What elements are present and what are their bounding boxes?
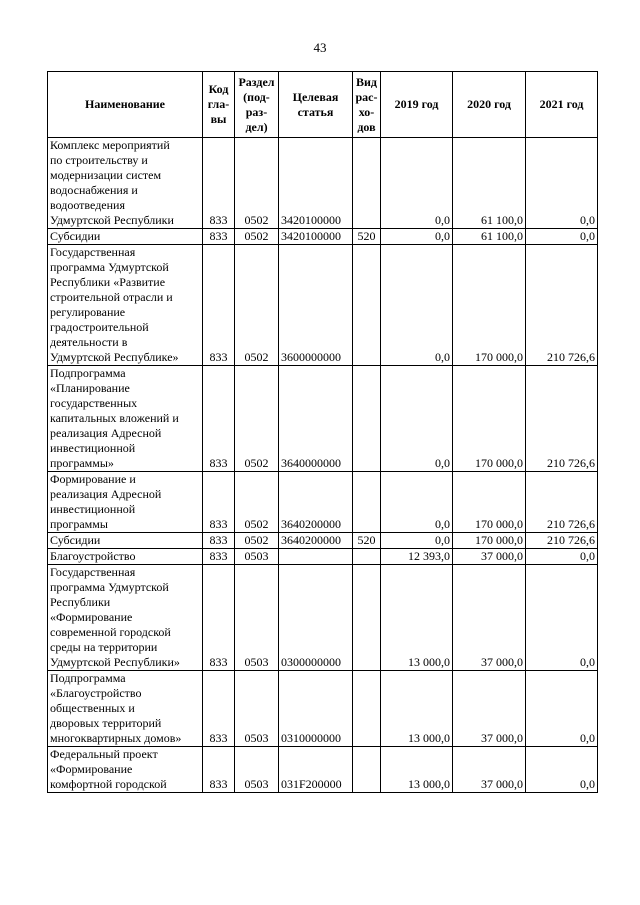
row-target [279, 549, 353, 565]
header-chapter: Код гла- вы [203, 72, 235, 138]
row-section: 0502 [235, 366, 279, 472]
row-2021: 0,0 [526, 747, 598, 793]
row-2021: 0,0 [526, 671, 598, 747]
row-expense [353, 138, 381, 229]
row-expense [353, 366, 381, 472]
row-section: 0502 [235, 229, 279, 245]
row-chapter: 833 [203, 245, 235, 366]
row-expense [353, 549, 381, 565]
row-chapter: 833 [203, 565, 235, 671]
row-section: 0502 [235, 472, 279, 533]
row-chapter: 833 [203, 229, 235, 245]
header-row [48, 72, 598, 138]
row-expense [353, 245, 381, 366]
row-expense [353, 472, 381, 533]
header-section: Раздел (под- раз- дел) [235, 72, 279, 138]
table-row [48, 245, 598, 366]
row-2019: 13 000,0 [381, 565, 453, 671]
row-2021: 210 726,6 [526, 472, 598, 533]
header-2020: 2020 год [453, 72, 526, 138]
row-chapter: 833 [203, 533, 235, 549]
row-2020: 170 000,0 [453, 366, 526, 472]
row-name: Подпрограмма «Планирование государственных капитальных вложений и реализация Адресной инвестиционной программы» [48, 366, 203, 472]
row-2019: 0,0 [381, 533, 453, 549]
row-section: 0503 [235, 747, 279, 793]
row-chapter: 833 [203, 747, 235, 793]
row-name: Государственная программа Удмуртской Республики «Развитие строительной отрасли и регулирование градостроительной деятельности в Удмуртской Республике» [48, 245, 203, 366]
row-2021: 0,0 [526, 565, 598, 671]
row-section: 0502 [235, 245, 279, 366]
budget-table [47, 71, 598, 793]
header-2021: 2021 год [526, 72, 598, 138]
row-expense: 520 [353, 533, 381, 549]
row-2020: 37 000,0 [453, 747, 526, 793]
table-row [48, 229, 598, 245]
row-2020: 37 000,0 [453, 549, 526, 565]
row-2020: 170 000,0 [453, 245, 526, 366]
row-target: 0300000000 [279, 565, 353, 671]
row-2021: 0,0 [526, 549, 598, 565]
row-name: Подпрограмма «Благоустройство общественных и дворовых территорий многоквартирных домов» [48, 671, 203, 747]
table-row [48, 549, 598, 565]
header-target: Целевая статья [279, 72, 353, 138]
row-section: 0503 [235, 549, 279, 565]
row-target: 031F200000 [279, 747, 353, 793]
row-section: 0502 [235, 533, 279, 549]
page-number: 43 [313, 40, 327, 55]
row-2019: 0,0 [381, 138, 453, 229]
row-2020: 37 000,0 [453, 565, 526, 671]
row-2019: 13 000,0 [381, 747, 453, 793]
row-chapter: 833 [203, 549, 235, 565]
row-2020: 170 000,0 [453, 533, 526, 549]
row-section: 0503 [235, 671, 279, 747]
row-expense [353, 671, 381, 747]
row-target: 3640200000 [279, 533, 353, 549]
row-name: Благоустройство [48, 549, 203, 565]
row-2021: 0,0 [526, 138, 598, 229]
row-name: Федеральный проект «Формирование комфортной городской [48, 747, 203, 793]
row-2019: 0,0 [381, 472, 453, 533]
row-2021: 0,0 [526, 229, 598, 245]
row-name: Комплекс мероприятий по строительству и модернизации систем водоснабжения и водоотведения Удмуртской Республики [48, 138, 203, 229]
table-row [48, 138, 598, 229]
table-row [48, 747, 598, 793]
row-2020: 61 100,0 [453, 229, 526, 245]
table-row [48, 565, 598, 671]
row-name: Формирование и реализация Адресной инвестиционной программы [48, 472, 203, 533]
table-row [48, 671, 598, 747]
row-2021: 210 726,6 [526, 533, 598, 549]
row-name: Субсидии [48, 533, 203, 549]
row-chapter: 833 [203, 366, 235, 472]
row-2021: 210 726,6 [526, 245, 598, 366]
row-target: 3600000000 [279, 245, 353, 366]
row-2020: 170 000,0 [453, 472, 526, 533]
row-2019: 13 000,0 [381, 671, 453, 747]
row-target: 3420100000 [279, 229, 353, 245]
table-row [48, 366, 598, 472]
row-2019: 0,0 [381, 229, 453, 245]
row-target: 0310000000 [279, 671, 353, 747]
row-expense [353, 565, 381, 671]
row-name: Государственная программа Удмуртской Республики «Формирование современной городской среды на территории Удмуртской Республики» [48, 565, 203, 671]
row-name: Субсидии [48, 229, 203, 245]
row-chapter: 833 [203, 671, 235, 747]
table-row [48, 472, 598, 533]
row-2019: 0,0 [381, 245, 453, 366]
header-expense: Вид рас- хо- дов [353, 72, 381, 138]
table-row [48, 533, 598, 549]
row-expense [353, 747, 381, 793]
row-section: 0503 [235, 565, 279, 671]
row-2021: 210 726,6 [526, 366, 598, 472]
row-chapter: 833 [203, 472, 235, 533]
row-2019: 0,0 [381, 366, 453, 472]
row-2020: 61 100,0 [453, 138, 526, 229]
row-target: 3420100000 [279, 138, 353, 229]
row-chapter: 833 [203, 138, 235, 229]
row-target: 3640200000 [279, 472, 353, 533]
row-2020: 37 000,0 [453, 671, 526, 747]
header-2019: 2019 год [381, 72, 453, 138]
row-expense: 520 [353, 229, 381, 245]
row-target: 3640000000 [279, 366, 353, 472]
row-2019: 12 393,0 [381, 549, 453, 565]
header-name: Наименование [48, 72, 203, 138]
row-section: 0502 [235, 138, 279, 229]
